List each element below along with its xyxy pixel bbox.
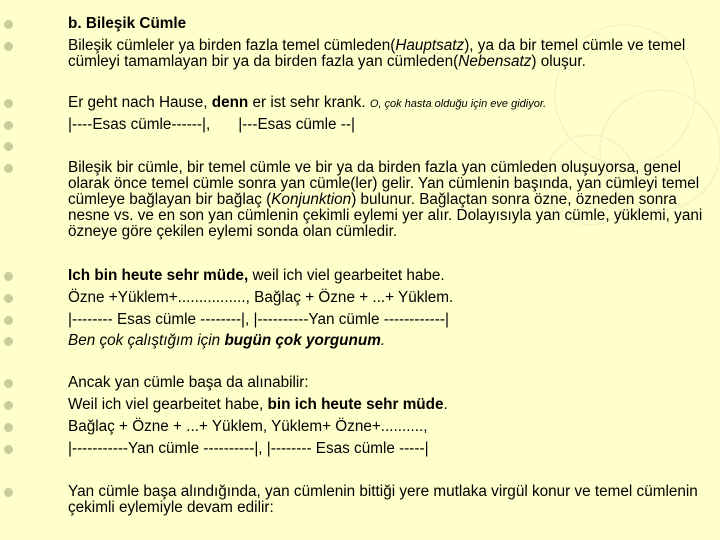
bullet-item-14 bbox=[4, 484, 714, 516]
bullet-item-7 bbox=[4, 290, 714, 306]
structure-line-2: |-------- Esas cümle --------|, |----------Yan cümle ------------| bbox=[68, 311, 449, 328]
bullet-icon bbox=[4, 337, 13, 346]
structure-formula-1: Özne +Yüklem+................, Bağlaç + Özne + ...+ Yüklem. bbox=[68, 289, 454, 306]
structure-line-3: |-----------Yan cümle ----------|, |-------- Esas cümle -----| bbox=[68, 440, 429, 457]
rule-text: Yan cümle başa alındığında, yan cümlenin bittiği yere mutlaka virgül konur ve temel cümlenin çekimli eylemiyle devam edilir: bbox=[68, 483, 698, 516]
bullet-icon bbox=[4, 42, 13, 51]
bullet-item-2 bbox=[4, 38, 714, 70]
bullet-icon bbox=[4, 121, 13, 130]
explanation-text: Bileşik bir cümle, bir temel cümle ve bir ya da birden fazla yan cümleden oluşuyorsa, genel olarak önce temel cümle sonra yan cümle(ler) gelir. Yan cümlenin başında, yan cümleyi temel cümleye bağlayan bir bağlaç (Konjunktion) bulunur. Bağlaçtan sonra özne, özneden sonra nesne vs. ve en son yan cümlenin çekimli eylemi yer alır. Dolayısıyla yan cümle, yüklemi, yani özneye göre çekilen eylemi sonda olan cümledir. bbox=[68, 159, 703, 240]
bullet-icon bbox=[4, 445, 13, 454]
example-sentence-1: Er geht nach Hause, denn er ist sehr krank. O, çok hasta olduğu için eve gidiyor. bbox=[68, 94, 547, 111]
bullet-icon bbox=[4, 142, 13, 151]
bullet-icon bbox=[4, 423, 13, 432]
bullet-item-8 bbox=[4, 312, 714, 328]
bullet-item-10 bbox=[4, 375, 714, 391]
bullet-icon bbox=[4, 488, 13, 497]
note-text: Ancak yan cümle başa da alınabilir: bbox=[68, 374, 309, 391]
translation-1: Ben çok çalıştığım için bugün çok yorgunum. bbox=[68, 332, 386, 349]
bullet-item-11 bbox=[4, 397, 714, 413]
bullet-icon bbox=[4, 20, 13, 29]
bullet-item-3 bbox=[4, 95, 714, 112]
bullet-item-4 bbox=[4, 117, 714, 133]
bullet-item-5 bbox=[4, 160, 714, 240]
bullet-icon bbox=[4, 379, 13, 388]
bullet-icon bbox=[4, 99, 13, 108]
bullet-item-9 bbox=[4, 333, 714, 349]
bullet-item-12 bbox=[4, 419, 714, 435]
bullet-item-1 bbox=[4, 16, 714, 32]
example-sentence-2: Ich bin heute sehr müde, weil ich viel gearbeitet habe. bbox=[68, 267, 445, 284]
structure-formula-2: Bağlaç + Özne + ...+ Yüklem, Yüklem+ Özne+.........., bbox=[68, 418, 428, 435]
bullet-icon bbox=[4, 294, 13, 303]
heading: b. Bileşik Cümle bbox=[68, 15, 187, 32]
bullet-item-6 bbox=[4, 268, 714, 284]
bullet-icon bbox=[4, 164, 13, 173]
structure-line-1: |----Esas cümle------|, |---Esas cümle --| bbox=[68, 116, 355, 133]
bullet-icon bbox=[4, 401, 13, 410]
bullet-item-13 bbox=[4, 441, 714, 457]
bullet-icon bbox=[4, 316, 13, 325]
example-sentence-3: Weil ich viel gearbeitet habe, bin ich heute sehr müde. bbox=[68, 396, 448, 413]
bullet-icon bbox=[4, 272, 13, 281]
definition-text: Bileşik cümleler ya birden fazla temel cümleden(Hauptsatz), ya da bir temel cümle ve temel cümleyi tamamlayan bir ya da birden fazla yan cümleden(Nebensatz) oluşur. bbox=[68, 37, 686, 70]
